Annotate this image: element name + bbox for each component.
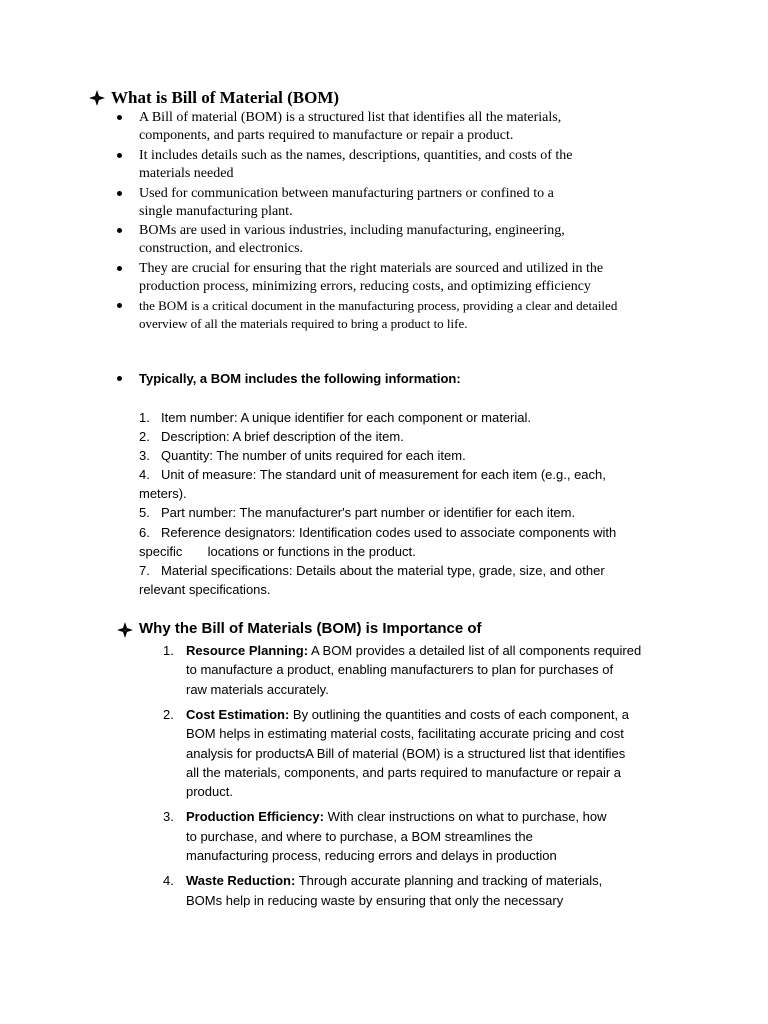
section2-item-1-line-2: to manufacture a product, enabling manufacturers to plan for purchases of	[186, 662, 614, 677]
section2-item-3-line-3: manufacturing process, reducing errors and delays in production	[186, 848, 557, 863]
info-item-2-line-1: Description: A brief description of the item.	[161, 429, 404, 444]
info-item-7-line-2: relevant specifications.	[139, 582, 271, 597]
bullet-dot	[117, 266, 122, 271]
section2-item-text: By outlining the quantities and costs of each component, a	[289, 707, 629, 722]
bullet-5-line-2: production process, minimizing errors, reducing costs, and optimizing efficiency	[139, 279, 591, 294]
diamond-bullet-icon	[116, 621, 134, 639]
section2-item-2-line-4: all the materials, components, and parts required to manufacture or repair a	[186, 765, 622, 780]
info-intro: Typically, a BOM includes the following information:	[139, 371, 461, 386]
section2-item-text: With clear instructions on what to purchase, how	[323, 809, 607, 824]
section2-item-num: 1.	[163, 643, 174, 658]
section2-item-4-line-1	[186, 871, 602, 891]
info-item-6-line-1: Reference designators: Identification codes used to associate components with	[161, 525, 617, 540]
section2-item-num: 2.	[163, 707, 174, 722]
bullet-5-line-1: They are crucial for ensuring that the right materials are sourced and utilized in the	[139, 261, 604, 276]
bullet-6-line-2: overview of all the materials required to bring a product to life.	[139, 316, 468, 331]
bullet-dot	[117, 376, 122, 381]
section2-item-2-line-3: analysis for productsA Bill of material (BOM) is a structured list that identifies	[186, 746, 626, 761]
section2-item-text: A BOM provides a detailed list of all components required	[308, 643, 642, 658]
section2-item-3-line-1	[186, 807, 607, 827]
section2-item-num: 3.	[163, 809, 174, 824]
section2-item-num: 4.	[163, 873, 174, 888]
bullet-dot	[117, 153, 122, 158]
info-item-num: 5.	[139, 505, 150, 520]
section1-heading: What is Bill of Material (BOM)	[111, 88, 340, 107]
info-item-num: 2.	[139, 429, 150, 444]
info-item-4-line-2: meters).	[139, 486, 187, 501]
bullet-dot	[117, 191, 122, 196]
bullet-1-line-2: components, and parts required to manufacture or repair a product.	[139, 128, 514, 143]
info-item-3-line-1: Quantity: The number of units required for each item.	[161, 448, 466, 463]
bullet-dot	[117, 115, 122, 120]
section2-item-title: Resource Planning:	[186, 643, 309, 658]
info-item-5-line-1: Part number: The manufacturer's part number or identifier for each item.	[161, 505, 576, 520]
section2-item-1-line-3: raw materials accurately.	[186, 682, 329, 697]
info-item-num: 6.	[139, 525, 150, 540]
section2-item-2-line-1	[186, 705, 629, 725]
bullet-4-line-1: BOMs are used in various industries, including manufacturing, engineering,	[139, 223, 565, 238]
section2-item-1-line-1	[186, 641, 641, 661]
bullet-1-line-1: A Bill of material (BOM) is a structured list that identifies all the materials,	[139, 110, 562, 125]
bullet-3-line-1: Used for communication between manufacturing partners or confined to a	[139, 186, 554, 201]
bullet-dot	[117, 228, 122, 233]
bullet-2-line-1: It includes details such as the names, descriptions, quantities, and costs of the	[139, 148, 573, 163]
diamond-bullet-icon	[88, 89, 106, 107]
section2-heading: Why the Bill of Materials (BOM) is Importance of	[139, 620, 482, 637]
section2-item-title: Cost Estimation:	[186, 707, 290, 722]
info-item-7-line-1: Material specifications: Details about the material type, grade, size, and other	[161, 563, 605, 578]
bullet-3-line-2: single manufacturing plant.	[139, 204, 293, 219]
bullet-2-line-2: materials needed	[139, 166, 234, 181]
info-item-1-line-1: Item number: A unique identifier for each component or material.	[161, 410, 531, 425]
section2-item-title: Production Efficiency:	[186, 809, 324, 824]
info-item-num: 3.	[139, 448, 150, 463]
info-item-6-line-2: specific locations or functions in the product.	[139, 544, 416, 559]
section2-item-2-line-5: product.	[186, 784, 233, 799]
section2-item-title: Waste Reduction:	[186, 873, 296, 888]
info-item-num: 4.	[139, 467, 150, 482]
section2-item-text: Through accurate planning and tracking of materials,	[295, 873, 603, 888]
info-item-num: 1.	[139, 410, 150, 425]
info-item-num: 7.	[139, 563, 150, 578]
bullet-6-line-1: the BOM is a critical document in the manufacturing process, providing a clear and detailed	[139, 298, 618, 313]
bullet-dot	[117, 303, 122, 308]
info-item-4-line-1: Unit of measure: The standard unit of measurement for each item (e.g., each,	[161, 467, 606, 482]
bullet-4-line-2: construction, and electronics.	[139, 241, 304, 256]
section2-item-2-line-2: BOM helps in estimating material costs, facilitating accurate pricing and cost	[186, 726, 624, 741]
section2-item-4-line-2: BOMs help in reducing waste by ensuring that only the necessary	[186, 893, 564, 908]
section2-item-3-line-2: to purchase, and where to purchase, a BOM streamlines the	[186, 829, 533, 844]
